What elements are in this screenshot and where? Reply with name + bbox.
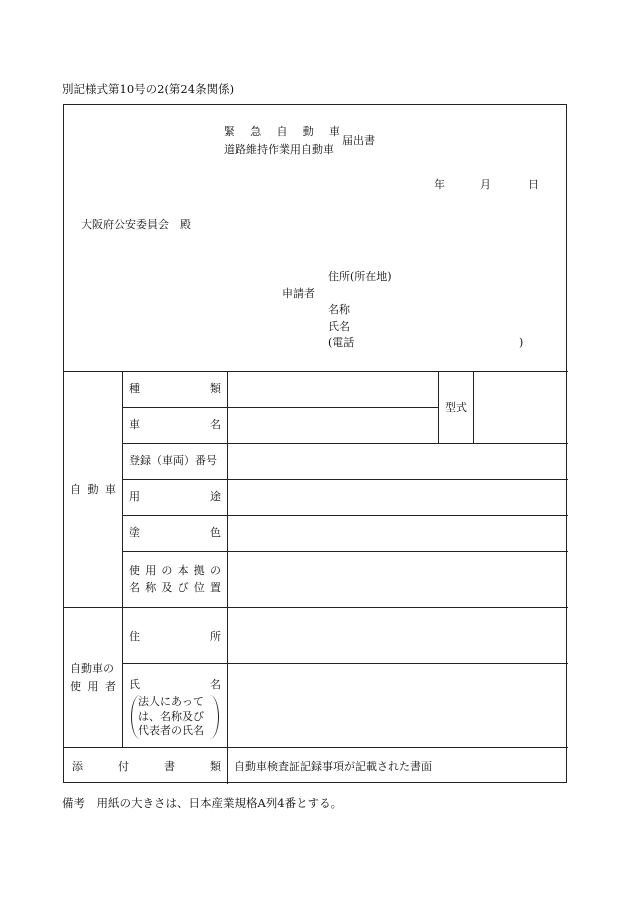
applicant-phone-open: (電話	[328, 336, 355, 349]
corporation-note-bracket	[131, 695, 219, 739]
vehicle-type-label: 種 類	[129, 382, 221, 395]
applicant-corp-name-label: 名称	[328, 303, 350, 316]
model-label: 型式	[445, 401, 467, 414]
date-month-label: 月	[480, 178, 491, 191]
rule-purpose-paint	[122, 515, 568, 516]
rule-vehicle-user	[64, 607, 568, 608]
user-section-label-line1: 自動車の	[70, 662, 114, 675]
form-title-line2: 道路維持作業用自動車	[224, 143, 334, 156]
rule-model-left	[438, 371, 439, 443]
form-title-suffix: 届出書	[342, 134, 375, 147]
corporation-note-line3: 代表者の氏名	[138, 724, 204, 737]
vehicle-name-label: 車 名	[129, 418, 221, 431]
rule-section-label-col	[122, 371, 123, 747]
corporation-note-line1: 法人にあって	[138, 695, 204, 708]
rule-type-name	[122, 407, 438, 408]
rule-reg-purpose	[122, 479, 568, 480]
rule-paint-base	[122, 551, 568, 552]
date-year-label: 年	[434, 178, 445, 191]
form-number-note: 別記様式第10号の2(第24条関係)	[62, 82, 235, 96]
rule-field-label-col	[227, 371, 228, 784]
registration-number-label: 登録（車両）番号	[129, 454, 217, 467]
remarks-note: 備考 用紙の大きさは、日本産業規格A列4番とする。	[62, 796, 343, 810]
applicant-label: 申請者	[282, 287, 315, 300]
attachment-value: 自動車検査証記録事項が記載された書面	[234, 760, 432, 773]
rule-name-reg	[122, 443, 568, 444]
vehicle-paint-label: 塗 色	[129, 526, 221, 539]
rule-model-right	[473, 371, 474, 443]
rule-address-name	[122, 663, 568, 664]
notification-form	[63, 104, 567, 783]
user-address-label: 住 所	[129, 630, 221, 643]
form-title-line1: 緊 急 自 動 車	[224, 125, 340, 138]
applicant-address-label: 住所(所在地)	[328, 270, 392, 283]
applicant-name-label: 氏名	[328, 320, 350, 333]
date-day-label: 日	[528, 178, 539, 191]
vehicle-section-label: 自 動 車	[70, 483, 116, 496]
corporation-note-line2: は、名称及び	[138, 709, 204, 723]
user-name-label: 氏 名	[129, 678, 221, 691]
base-of-use-label-line2: 名 称 及 び 位 置	[129, 581, 221, 594]
base-of-use-label-line1: 使 用 の 本 拠 の	[129, 564, 221, 577]
applicant-phone-close: )	[519, 336, 524, 349]
attachment-label: 添 付 書 類	[72, 760, 221, 773]
addressee: 大阪府公安委員会 殿	[81, 218, 191, 231]
rule-top-section	[64, 371, 568, 372]
user-section-label-line2: 使 用 者	[70, 680, 116, 693]
vehicle-purpose-label: 用 途	[129, 490, 221, 503]
rule-user-attachment	[64, 747, 568, 748]
